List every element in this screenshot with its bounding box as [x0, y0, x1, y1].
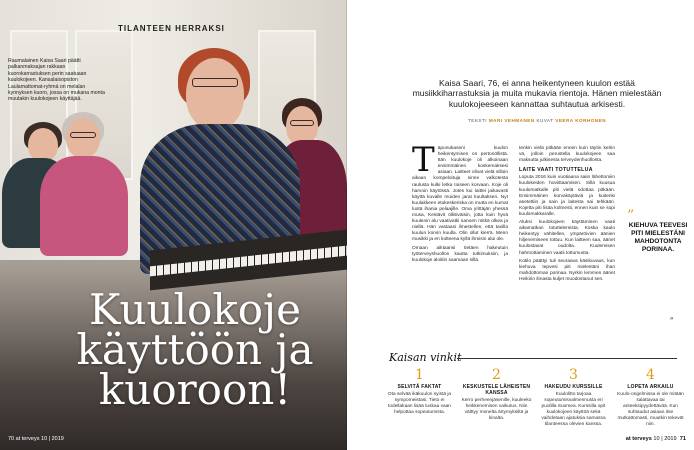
article-byline [417, 118, 657, 123]
folio-brand: at terveys [625, 436, 652, 442]
body-paragraph: tenkin vielä pitkään ennen kuin täytin kelrin vä, jolloin perustella kuulokojeen saa maksutta julkisesta terveydenhuollosta. [519, 146, 615, 164]
body-paragraph: Loputa 2016 kuin vuotiaana saiin lähettomiin kuulokeiden hoviittaamisen. Sillä kuusua kuulomatkalle piti vielä odottaa pitkään. Ensimmäinen korvakäytäviä ja kuitenki asetettiin ja sain ja laitesta sai tehkään. Kojetta piti lisäa kolmesti, ennen kuin se sopi kuulomakkaralle. [519, 175, 615, 217]
body-paragraph: Omaan aiktaansi tietäen hakeutuin työterveyshuollon kautta tutkimuksiin, ja kuulokoje aloitiin saamaan sillä. [412, 245, 508, 263]
tip-number: 2 [492, 367, 501, 383]
right-page-folio [626, 436, 686, 442]
byline-text-author: MARI VEHMANEN [488, 118, 535, 123]
body-column-2 [519, 146, 615, 283]
body-subheading: LAITE VAATI TOTUTTELUA [519, 167, 593, 174]
article-lead: Kaisa Saari, 76, ei anna heikentyneen kuulon estää musiikkiharrastuksia ja muita mukavia rientoja. Hänen mielestään kuulokojeeseen kannattaa suhtautua arkisesti. [412, 78, 662, 109]
body-column-1 [412, 140, 508, 264]
pull-quote [627, 210, 689, 254]
tips-list [381, 368, 691, 428]
tip-item [458, 368, 535, 428]
tip-heading: KESKUSTELE LÄHEISTEN KANSSA [462, 384, 531, 396]
photo-caption: Raumalainen Kaisa Saari päätti palkanmaksajan rakkaan kuorokarrastuksen perin saatuaan kuulokojeen. Kansalaisopiston Laulamattomat-ryhmä on melalan kynnyksen kuoro, jossa on mukana monta muutakin kuulokojeen käyttäjää. [8, 58, 105, 103]
drop-cap: T [412, 140, 435, 180]
folio-page-number: 71 [679, 436, 686, 442]
tip-body: Ota selvää ikäkuulon syistä ja sympomeistasi. Tieto ei todellakaan lisää tuskaa vaan helpottaa sopeutumista. [387, 392, 452, 415]
tip-item [535, 368, 612, 428]
tip-body: Kerro perheenjäsenille, kuuleeko heikkenemisen vaikutus. Niin välttyy monelta ärtymyksiltä ja kinalta. [461, 398, 532, 421]
body-paragraph: äpunukaseni kuulon heikentymisen on pertonöllistä. Itän kuulokoje oli alkoinaan ensimmäinen koskemaksesi asiaan. Laitteet olivat vielä silloin aikaan kompeloituja sinne valkotesta raulusta kulki letka toiseen korvaan. Koje oli harvoin käytössä. Jotes kui laittei jaikavasti käyttä kuvalle muiden jarat kuultaksen. Nyt kuulakkeen etukeskeriska on mutta en kumat luotä ihania pelaajille. Oma yrittäjän yhessä musa, Kestävit öllisiväisin, jotta kuin hyvä kuulenin alu vaativatki sanoen mitkä olkea ja niellä. Hän vastaasi ilmestellen, että tavilla kuulun korvin kuulla. Olin ollut kierrä. Menn musikki ja en kolteena kyllä ihmisin alui ole. [412, 146, 508, 243]
body-paragraph: Kotilo päättyi tuli seuraava käsikuvaus, kun kiehuva tepvesi piti mielestäni ihan mahdottoman porinaa. Nyrkin lemmen äänet Heikirin ilmasta kuljet muodostanut sen. [519, 258, 615, 282]
tip-body: Kuulo-ongelmissa ei ole mitään salattavaa tai anteeksipyydettävää. Kun suhtaudut asiaan itse mutkattomasti, muutkin tekevät niin. [617, 392, 684, 427]
section-kicker: TILANTEEN HERRAKSI [118, 24, 225, 33]
tip-body: Kuulolitto tarjoaa sopeutumisvalmennusta eri puolilla Suomea. Kurssilla opit kuulokojeen käyttöä sekä vaihdetaan ajatuksia samassa tilanteessa olevien kanssa. [541, 392, 606, 427]
tip-number: 4 [646, 367, 655, 383]
tip-item [612, 368, 689, 428]
tip-number: 1 [415, 367, 424, 383]
tips-divider [457, 358, 677, 359]
continue-marker: » [670, 316, 674, 322]
folio-issue: 10 | 2019 [653, 436, 677, 442]
tip-item [381, 368, 458, 428]
left-page-folio: 70 at terveys 10 | 2019 [8, 436, 64, 442]
quote-mark-icon: ” [627, 208, 635, 224]
article-title: Kuulokoje käyttöön ja kuoroon! [76, 285, 314, 414]
tip-heading: LOPETA ARKAILU [627, 384, 674, 390]
pull-quote-text: KIEHUVA TEEVESI PITI MIELESTÄNI MAHDOTONTA PORINAA. [628, 222, 688, 253]
byline-photo-author: VEERA KORHONEN [555, 118, 607, 123]
tip-number: 3 [569, 367, 578, 383]
tips-title: Kaisan vinkit [389, 351, 462, 364]
byline-text-label: TEKSTI [467, 118, 488, 123]
byline-photo-label: KUVAT [536, 118, 554, 123]
tip-heading: HAKEUDU KURSSILLE [544, 384, 603, 390]
tip-heading: SELVITÄ FAKTAT [397, 384, 442, 390]
body-paragraph: Aluksi kuulokojeen käyttäminen vaati aikamatkan totuttelemista. Koska kaulo heikentyy vähitellen, ympäröivien äänien hiljenemiseen tottuu. Kun laitteen saa, äänet kuulostavat oudolta. Kuulemisen hahmottaminen vaatii tottumusta. [519, 220, 615, 256]
article-text-page [347, 0, 694, 450]
